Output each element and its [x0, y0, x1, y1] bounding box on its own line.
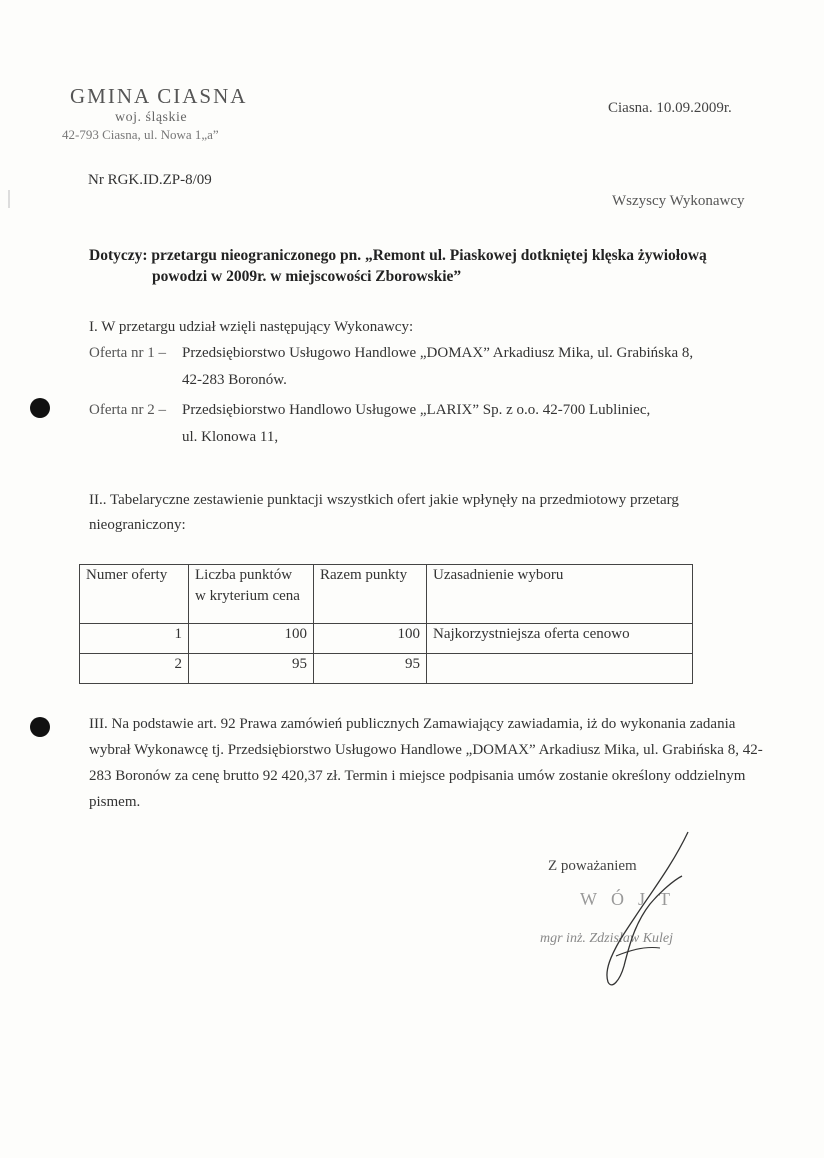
- scores-table: [79, 564, 693, 684]
- cell-points: 100: [189, 624, 314, 654]
- handwritten-signature: [590, 830, 700, 990]
- document-date: Ciasna. 10.09.2009r.: [608, 100, 732, 116]
- subject-line-1: przetargu nieograniczonego pn. „Remont ul. Piaskowej dotkniętej klęska żywiołową: [151, 247, 707, 264]
- header-points-line-2: w kryterium cena: [195, 588, 300, 604]
- stamp-name: mgr inż. Zdzisław Kulej: [540, 931, 674, 946]
- cell-total: 100: [314, 624, 427, 654]
- cell-justification: Najkorzystniejsza oferta cenowo: [427, 624, 693, 654]
- offer-1-line-2: 42-283 Boronów.: [182, 372, 287, 388]
- organization-name: GMINA CIASNA: [70, 84, 248, 108]
- table-row: [80, 624, 693, 654]
- subject-label: Dotyczy:: [89, 247, 148, 264]
- addressee: Wszyscy Wykonawcy: [612, 193, 745, 209]
- section-2-text: II.. Tabelaryczne zestawienie punktacji wszystkich ofert jakie wpłynęły na przedmiotowy przetarg nieograniczony:: [89, 492, 679, 533]
- organization-region: woj. śląskie: [115, 110, 188, 125]
- cell-offer-number: 1: [80, 624, 189, 654]
- scan-mark: [8, 190, 10, 208]
- section-3-text: III. Na podstawie art. 92 Prawa zamówień publicznych Zamawiający zawiadamia, iż do wykonania zadania wybrał Wykonawcę tj. Przedsiębiorstwo Usługowo Handlowe „DOMAX” Arkadiusz Mika, ul. Grabińska 8, 42-283 Boronów za cenę brutto 92 420,37 zł. Termin i miejsce podpisania umów zostanie określony oddzielnym pismem.: [89, 716, 763, 810]
- reference-number: Nr RGK.ID.ZP-8/09: [88, 172, 212, 188]
- subject-line-2: powodzi w 2009r. w miejscowości Zborowskie”: [152, 268, 462, 285]
- cell-justification: [427, 654, 693, 684]
- closing-regards: Z poważaniem: [548, 858, 637, 874]
- stamp-title: WÓJT: [580, 889, 684, 909]
- offer-1-line-1: Przedsiębiorstwo Usługowo Handlowe „DOMAX” Arkadiusz Mika, ul. Grabińska 8,: [182, 345, 694, 361]
- offer-2-line-2: ul. Klonowa 11,: [182, 429, 279, 445]
- header-points: [189, 565, 314, 624]
- table-header-row: [80, 565, 693, 624]
- offer-2-line-1: Przedsiębiorstwo Handlowo Usługowe „LARIX” Sp. z o.o. 42-700 Lubliniec,: [182, 402, 651, 418]
- punch-hole-top: [30, 398, 50, 418]
- cell-total: 95: [314, 654, 427, 684]
- section-1-intro: I. W przetargu udział wzięli następujący Wykonawcy:: [89, 319, 414, 335]
- offer-1-label: Oferta nr 1 –: [89, 345, 167, 361]
- punch-hole-bottom: [30, 717, 50, 737]
- header-total: Razem punkty: [314, 565, 427, 624]
- table-row: [80, 654, 693, 684]
- cell-offer-number: 2: [80, 654, 189, 684]
- offer-2-label: Oferta nr 2 –: [89, 402, 167, 418]
- organization-address: 42-793 Ciasna, ul. Nowa 1„a”: [62, 127, 219, 142]
- header-justification: Uzasadnienie wyboru: [427, 565, 693, 624]
- subject-block: [89, 245, 769, 287]
- header-points-line-1: Liczba punktów: [195, 567, 293, 583]
- header-offer-number: Numer oferty: [80, 565, 189, 624]
- cell-points: 95: [189, 654, 314, 684]
